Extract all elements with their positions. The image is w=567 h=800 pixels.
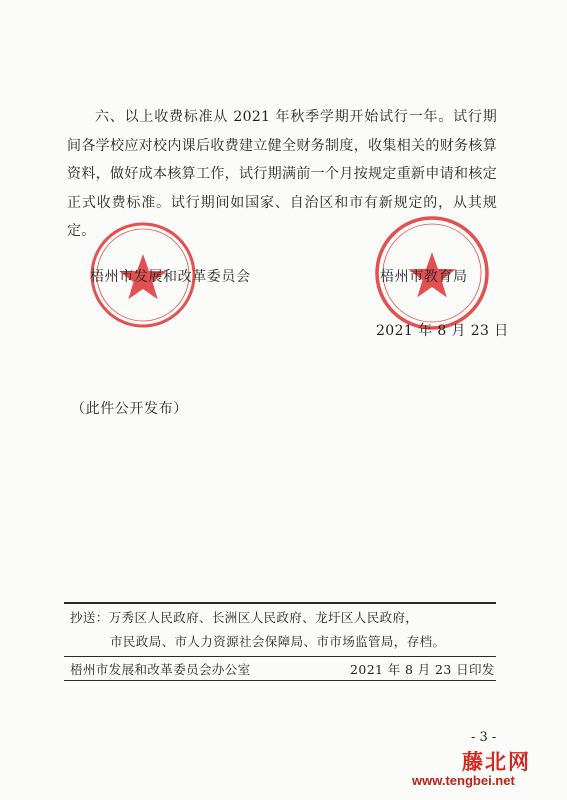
document-date: 2021 年 8 月 23 日 xyxy=(376,323,509,339)
watermark-title: 藤北网 xyxy=(462,750,531,774)
signatory-left: 梧州市发展和改革委员会 xyxy=(90,269,251,285)
cc-line-1: 抄送：万秀区人民政府、长洲区人民政府、龙圩区人民政府， xyxy=(70,610,419,625)
signatory-right: 梧州市教育局 xyxy=(380,269,468,285)
publication-notice: （此件公开发布） xyxy=(71,401,188,417)
print-date: 2021 年 8 月 23 日印发 xyxy=(350,662,495,677)
footer-middle-rule xyxy=(64,656,496,657)
cc-line-2: 市民政局、市人力资源社会保障局、市市场监管局，存档。 xyxy=(110,634,446,649)
watermark-url: www.tengbei.net xyxy=(412,773,515,788)
body-paragraph: 六、以上收费标准从 2021 年秋季学期开始试行一年。试行期间各学校应对校内课后收费建立健全财务制度，收集相关的财务核算资料，做好成本核算工作，试行期满前一个月按规定重新申请和核定正式收费标准。试行期间如国家、自治区和市有新规定的，从其规定。 xyxy=(67,109,497,239)
footer-bottom-rule xyxy=(64,680,496,681)
footer-top-rule xyxy=(64,602,496,604)
issuing-office: 梧州市发展和改革委员会办公室 xyxy=(70,662,251,677)
page-number: - 3 - xyxy=(471,730,497,745)
